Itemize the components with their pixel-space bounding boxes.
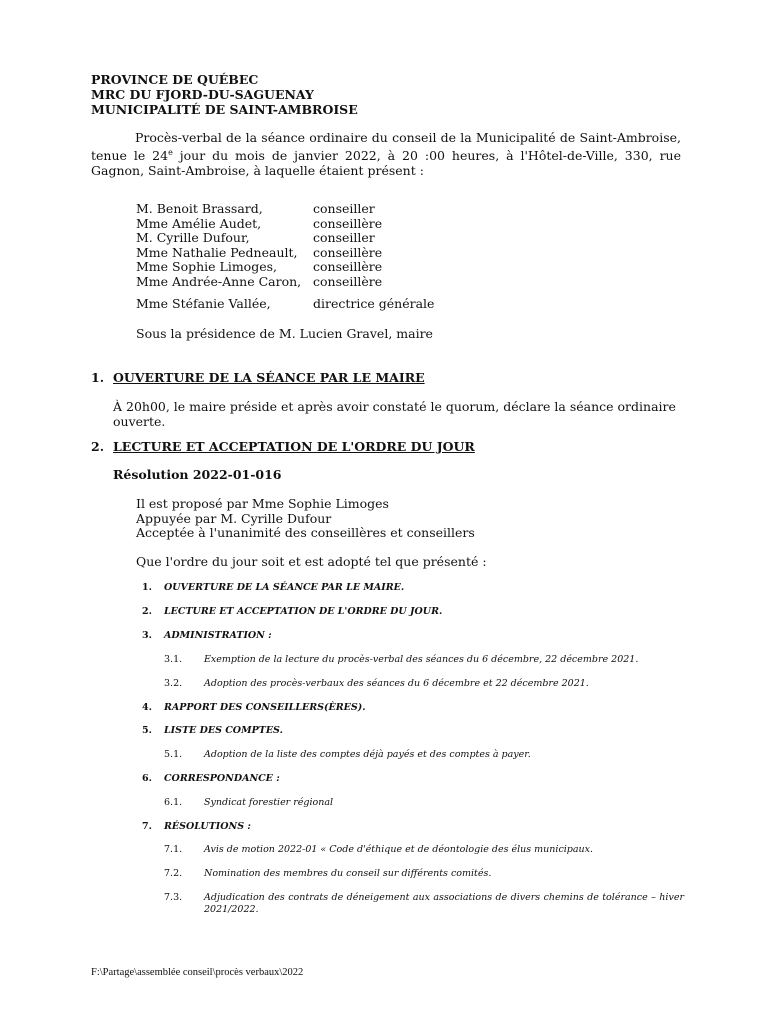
agenda-subtext: Adjudication des contrats de déneigement aux associations de divers chemins de tolérance – hiver 2021/2022. — [204, 892, 684, 915]
agenda-item — [142, 773, 280, 784]
agenda-text: ADMINISTRATION : — [164, 630, 272, 641]
agenda-text: RAPPORT DES CONSEILLERS(ÈRES). — [164, 702, 366, 713]
section-1-text: À 20h00, le maire préside et après avoir constaté le quorum, déclare la séance ordinaire ouverte. — [113, 399, 676, 429]
presidency: Sous la présidence de M. Lucien Gravel, maire — [136, 326, 433, 341]
intro-text-1: Procès-verbal de la séance ordinaire du conseil de la Municipalité de Saint-Ambroise, tenue le 24 — [91, 130, 681, 164]
header-municipality: MUNICIPALITÉ DE SAINT-AMBROISE — [91, 102, 358, 117]
section-2-heading — [91, 439, 475, 454]
attendee-row — [136, 230, 375, 246]
agenda-subnumber: 3.2. — [164, 678, 183, 689]
agenda-text: RÉSOLUTIONS : — [164, 821, 251, 832]
agenda-text: LISTE DES COMPTES. — [164, 725, 283, 736]
adopted-text: Que l'ordre du jour soit et est adopté tel que présenté : — [136, 554, 487, 569]
attendee-role: conseiller — [313, 230, 375, 245]
agenda-subnumber: 3.1. — [164, 654, 183, 665]
agenda-subitem — [164, 678, 724, 692]
director-role: directrice générale — [313, 296, 435, 311]
agenda-subitem — [164, 892, 724, 920]
attendee-row — [136, 215, 383, 232]
agenda-text: LECTURE ET ACCEPTATION DE L'ORDRE DU JOUR. — [164, 606, 443, 617]
attendee-row — [136, 273, 383, 290]
attendee-role: conseillère — [313, 259, 383, 274]
agenda-number: 5. — [142, 725, 152, 736]
header-province: PROVINCE DE QUÉBEC — [91, 72, 259, 87]
attendee-row — [136, 244, 383, 261]
agenda-subtext: Nomination des membres du conseil sur différents comités. — [204, 868, 492, 879]
agenda-number: 4. — [142, 702, 152, 713]
agenda-number: 7. — [142, 821, 152, 832]
attendee-name: M. Benoit Brassard, — [136, 201, 263, 216]
file-path-footer: F:\Partage\assemblée conseil\procès verbaux\2022 — [91, 967, 304, 978]
attendee-row — [136, 201, 375, 217]
agenda-subnumber: 7.3. — [164, 892, 183, 903]
director-name: Mme Stéfanie Vallée, — [136, 296, 271, 311]
proposed-by: Il est proposé par Mme Sophie Limoges — [136, 496, 389, 511]
agenda-item — [142, 630, 272, 641]
agenda-text: OUVERTURE DE LA SÉANCE PAR LE MAIRE. — [164, 582, 405, 593]
attendee-list — [136, 201, 383, 289]
agenda-item — [142, 821, 251, 832]
agenda-text: CORRESPONDANCE : — [164, 773, 280, 784]
agenda-subtext: Exemption de la lecture du procès-verbal des séances du 6 décembre, 22 décembre 2021. — [204, 654, 639, 665]
agenda-item — [142, 606, 442, 617]
agenda-subnumber: 7.2. — [164, 868, 183, 879]
attendee-name: Mme Nathalie Pedneault, — [136, 244, 298, 260]
agenda-subtext: Syndicat forestier régional — [204, 797, 334, 808]
agenda-item — [142, 582, 404, 593]
attendee-role: conseiller — [313, 201, 375, 216]
accepted-text: Acceptée à l'unanimité des conseillères et conseillers — [136, 525, 475, 540]
intro-sup: e — [168, 148, 173, 157]
agenda-item — [142, 702, 366, 713]
attendee-name: M. Cyrille Dufour, — [136, 230, 250, 245]
agenda-subitem — [164, 868, 724, 882]
attendee-name: Mme Sophie Limoges, — [136, 259, 277, 274]
attendee-row — [136, 259, 383, 275]
section-title: OUVERTURE DE LA SÉANCE PAR LE MAIRE — [113, 370, 425, 385]
agenda-number: 6. — [142, 773, 152, 784]
section-title: LECTURE ET ACCEPTATION DE L'ORDRE DU JOUR — [113, 439, 475, 454]
attendee-role: conseillère — [313, 215, 383, 231]
agenda-subtext: Adoption des procès-verbaux des séances du 6 décembre et 22 décembre 2021. — [204, 678, 589, 689]
header-mrc: MRC DU FJORD-DU-SAGUENAY — [91, 87, 314, 102]
agenda-subitem — [164, 797, 724, 811]
section-number: 2. — [91, 439, 105, 454]
section-number: 1. — [91, 370, 105, 385]
agenda-subitem — [164, 654, 724, 668]
agenda-subtext: Avis de motion 2022-01 « Code d'éthique et de déontologie des élus municipaux. — [204, 844, 594, 855]
agenda-subitem — [164, 844, 724, 858]
director-row — [136, 296, 435, 312]
agenda-subnumber: 5.1. — [164, 749, 183, 760]
agenda-subnumber: 7.1. — [164, 844, 183, 855]
attendee-role: conseillère — [313, 244, 383, 260]
intro-paragraph — [91, 130, 681, 178]
agenda-subitem — [164, 749, 724, 763]
agenda-number: 1. — [142, 582, 152, 593]
section-1-heading — [91, 370, 425, 385]
agenda-subtext: Adoption de la liste des comptes déjà payés et des comptes à payer. — [204, 749, 531, 760]
agenda-number: 2. — [142, 606, 152, 617]
agenda-subnumber: 6.1. — [164, 797, 183, 808]
attendee-name: Mme Andrée-Anne Caron, — [136, 273, 302, 289]
agenda-item — [142, 725, 283, 736]
attendee-name: Mme Amélie Audet, — [136, 215, 262, 231]
attendee-role: conseillère — [313, 273, 383, 289]
seconded-by: Appuyée par M. Cyrille Dufour — [136, 511, 332, 526]
agenda-number: 3. — [142, 630, 152, 641]
resolution-number: Résolution 2022-01-016 — [113, 467, 282, 482]
intro-text-2: jour du mois de janvier 2022, à 20 :00 heures, à l'Hôtel-de-Ville, 330, rue Gagnon, Saint-Ambroise, à laquelle étaient présent : — [91, 148, 681, 179]
